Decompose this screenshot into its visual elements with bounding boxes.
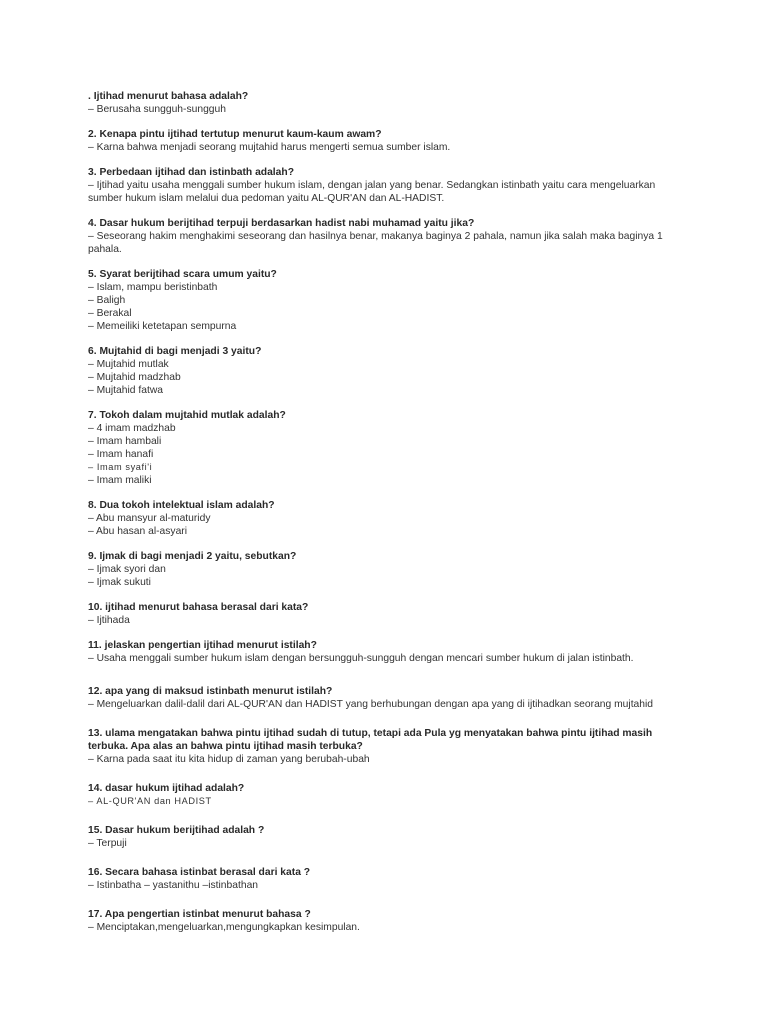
answer-line: – Karna pada saat itu kita hidup di zaman yang berubah-ubah [88,754,370,765]
answer-line: – Abu mansyur al-maturidy [88,513,211,524]
answer [88,698,668,711]
qa-item-15 [88,824,668,850]
question: 13. ulama mengatakan bahwa pintu ijtihad sudah di tutup, tetapi ada Pula yg menyatakan bahwa pintu ijtihad masih [88,728,653,739]
qa-item-12 [88,685,668,711]
question: . Ijtihad menurut bahasa adalah? [88,91,249,102]
qa-item-5 [88,268,668,333]
question: 11. jelaskan pengertian ijtihad menurut istilah? [88,640,317,651]
answer [88,753,668,766]
answer [88,103,668,116]
question: 9. Ijmak di bagi menjadi 2 yaitu, sebutkan? [88,551,297,562]
answer-line: – Imam hanafi [88,449,154,460]
answer-line: – Karna bahwa menjadi seorang mujtahid harus mengerti semua sumber islam. [88,142,451,153]
answer-line: – Berusaha sungguh-sungguh [88,104,226,115]
answer-line: – Ijtihada [88,615,130,626]
question: 14. dasar hukum ijtihad adalah? [88,783,245,794]
answer-line: – Abu hasan al-asyari [88,526,188,537]
question: 7. Tokoh dalam mujtahid mutlak adalah? [88,410,286,421]
answer-line: – Mujtahid mutlak [88,359,169,370]
answer-line: – Berakal [88,308,132,319]
question: 2. Kenapa pintu ijtihad tertutup menurut kaum-kaum awam? [88,129,382,140]
qa-item-17 [88,908,668,934]
answer-line: – Ijmak syori dan [88,564,166,575]
answer [88,281,668,333]
answer [88,512,668,538]
qa-item-9 [88,550,668,589]
answer [88,879,668,892]
answer-line: pahala. [88,244,122,255]
qa-item-8 [88,499,668,538]
qa-item-10 [88,601,668,627]
answer-line: – Seseorang hakim menghakimi seseorang dan hasilnya benar, makanya baginya 2 pahala, namun jika salah maka baginya 1 [88,231,663,242]
qa-item-1 [88,90,668,116]
question: 6. Mujtahid di bagi menjadi 3 yaitu? [88,346,262,357]
qa-item-2 [88,128,668,154]
answer-line: – Ijmak sukuti [88,577,151,588]
answer [88,179,668,205]
answer-line: sumber hukum islam melalui dua pedoman yaitu AL-QUR'AN dan AL-HADIST. [88,193,445,204]
question: 3. Perbedaan ijtihad dan istinbath adalah? [88,167,294,178]
answer [88,837,668,850]
answer-line: – Memeiliki ketetapan sempurna [88,321,237,332]
qa-item-14 [88,782,668,808]
answer-line: – Mengeluarkan dalil-dalil dari AL-QUR'AN dan HADIST yang berhubungan dengan apa yang di ijtihadkan seorang mujtahid [88,699,654,710]
question: 15. Dasar hukum berijtihad adalah ? [88,825,265,836]
qa-item-4 [88,217,668,256]
answer-line: – 4 imam madzhab [88,423,176,434]
answer-line: – Baligh [88,295,126,306]
answer-line: – AL-QUR'AN dan HADIST [88,796,212,806]
answer-line: – Menciptakan,mengeluarkan,mengungkapkan kesimpulan. [88,922,360,933]
answer-line: – Istinbatha – yastanithu –istinbathan [88,880,259,891]
answer-line: – Islam, mampu beristinbath [88,282,218,293]
question: 4. Dasar hukum berijtihad terpuji berdasarkan hadist nabi muhamad yaitu jika? [88,218,475,229]
answer [88,614,668,627]
question-continued: terbuka. Apa alas an bahwa pintu ijtihad masih terbuka? [88,741,363,752]
question: 12. apa yang di maksud istinbath menurut istilah? [88,686,333,697]
answer [88,141,668,154]
answer-line: – Imam hambali [88,436,162,447]
question: 8. Dua tokoh intelektual islam adalah? [88,500,275,511]
answer-line: – Usaha menggali sumber hukum islam dengan bersungguh-sungguh dengan mencari sumber hukum di jalan istinbath. [88,653,634,664]
qa-item-3 [88,166,668,205]
qa-item-16 [88,866,668,892]
answer [88,795,668,808]
answer [88,921,668,934]
question: 16. Secara bahasa istinbat berasal dari kata ? [88,867,311,878]
answer-line: – Imam syafi'i [88,462,153,472]
answer [88,358,668,397]
qa-item-11 [88,639,668,665]
answer [88,652,668,665]
answer-line: – Mujtahid madzhab [88,372,181,383]
question: 5. Syarat berijtihad scara umum yaitu? [88,269,277,280]
answer-line: – Terpuji [88,838,127,849]
answer [88,230,668,256]
qa-item-7 [88,409,668,487]
qa-item-6 [88,345,668,397]
answer-line: – Ijtihad yaitu usaha menggali sumber hukum islam, dengan jalan yang benar. Sedangkan istinbath yaitu cara mengeluarkan [88,180,656,191]
answer [88,563,668,589]
question: 17. Apa pengertian istinbat menurut bahasa ? [88,909,311,920]
answer-line: – Mujtahid fatwa [88,385,163,396]
answer-line: – Imam maliki [88,475,152,486]
answer [88,422,668,487]
qa-item-13 [88,727,668,766]
question: 10. ijtihad menurut bahasa berasal dari kata? [88,602,309,613]
